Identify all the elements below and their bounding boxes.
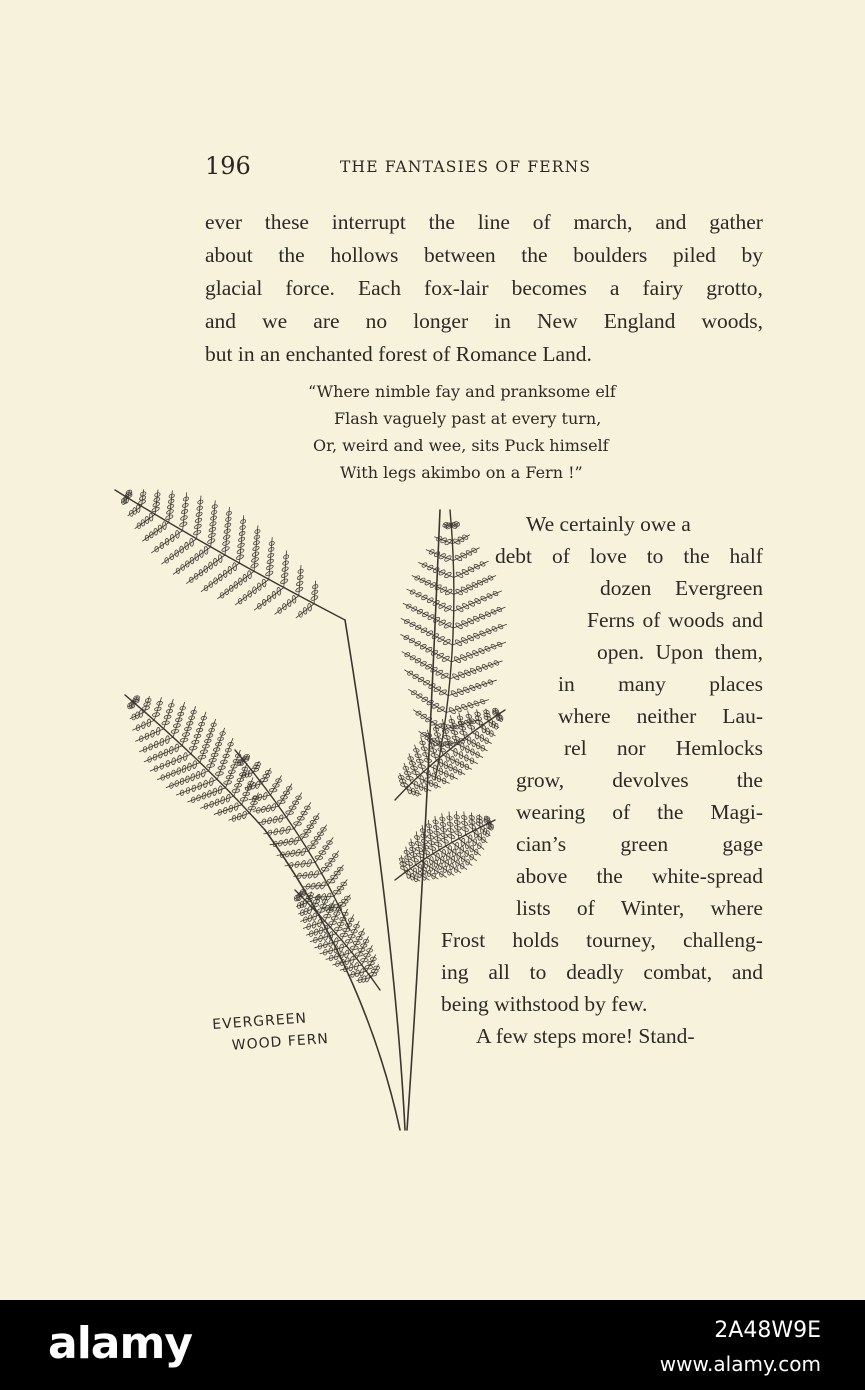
body-line: wearing of the Magi- xyxy=(516,800,763,824)
body-line: We certainly owe a xyxy=(526,512,691,536)
verse-line: Flash vaguely past at every turn, xyxy=(334,409,602,428)
verse-line: Or, weird and wee, sits Puck himself xyxy=(313,436,609,455)
body-line: grow, devolves the xyxy=(516,768,763,792)
fern-caption-line: EVERGREEN xyxy=(211,1010,308,1034)
body-line: above the white-spread xyxy=(516,864,763,888)
body-line: open. Upon them, xyxy=(597,640,763,664)
watermark-url: www.alamy.com xyxy=(659,1352,821,1376)
body-line: and we are no longer in New England woods, xyxy=(205,309,763,333)
body-line: debt of love to the half xyxy=(495,544,763,568)
body-line: lists of Winter, where xyxy=(516,896,763,920)
stock-watermark-bar xyxy=(0,1300,865,1390)
body-line: glacial force. Each fox-lair becomes a fairy grotto, xyxy=(205,276,763,300)
alamy-logo: alamy xyxy=(48,1318,192,1369)
body-line: but in an enchanted forest of Romance Land. xyxy=(205,342,592,366)
body-line: rel nor Hemlocks xyxy=(564,736,763,760)
fern-caption xyxy=(212,1006,330,1058)
body-line: Frost holds tourney, challeng- xyxy=(441,928,763,952)
image-id: 2A48W9E xyxy=(714,1318,821,1343)
body-line: ever these interrupt the line of march, and gather xyxy=(205,210,763,234)
page-number: 196 xyxy=(205,152,251,180)
body-line: Ferns of woods and xyxy=(587,608,763,632)
verse-line: With legs akimbo on a Fern !” xyxy=(340,463,583,482)
fern-caption-line: WOOD FERN xyxy=(231,1030,330,1054)
body-line: being withstood by few. xyxy=(441,992,648,1016)
body-line: cian’s green gage xyxy=(516,832,763,856)
verse-line: “Where nimble fay and pranksome elf xyxy=(308,382,616,401)
running-head: THE FANTASIES OF FERNS xyxy=(340,158,592,176)
body-line: ing all to deadly combat, and xyxy=(441,960,763,984)
body-line: where neither Lau- xyxy=(558,704,763,728)
body-line: dozen Evergreen xyxy=(600,576,763,600)
body-line: about the hollows between the boulders piled by xyxy=(205,243,763,267)
body-line: in many places xyxy=(558,672,763,696)
body-line: A few steps more! Stand- xyxy=(476,1024,695,1048)
